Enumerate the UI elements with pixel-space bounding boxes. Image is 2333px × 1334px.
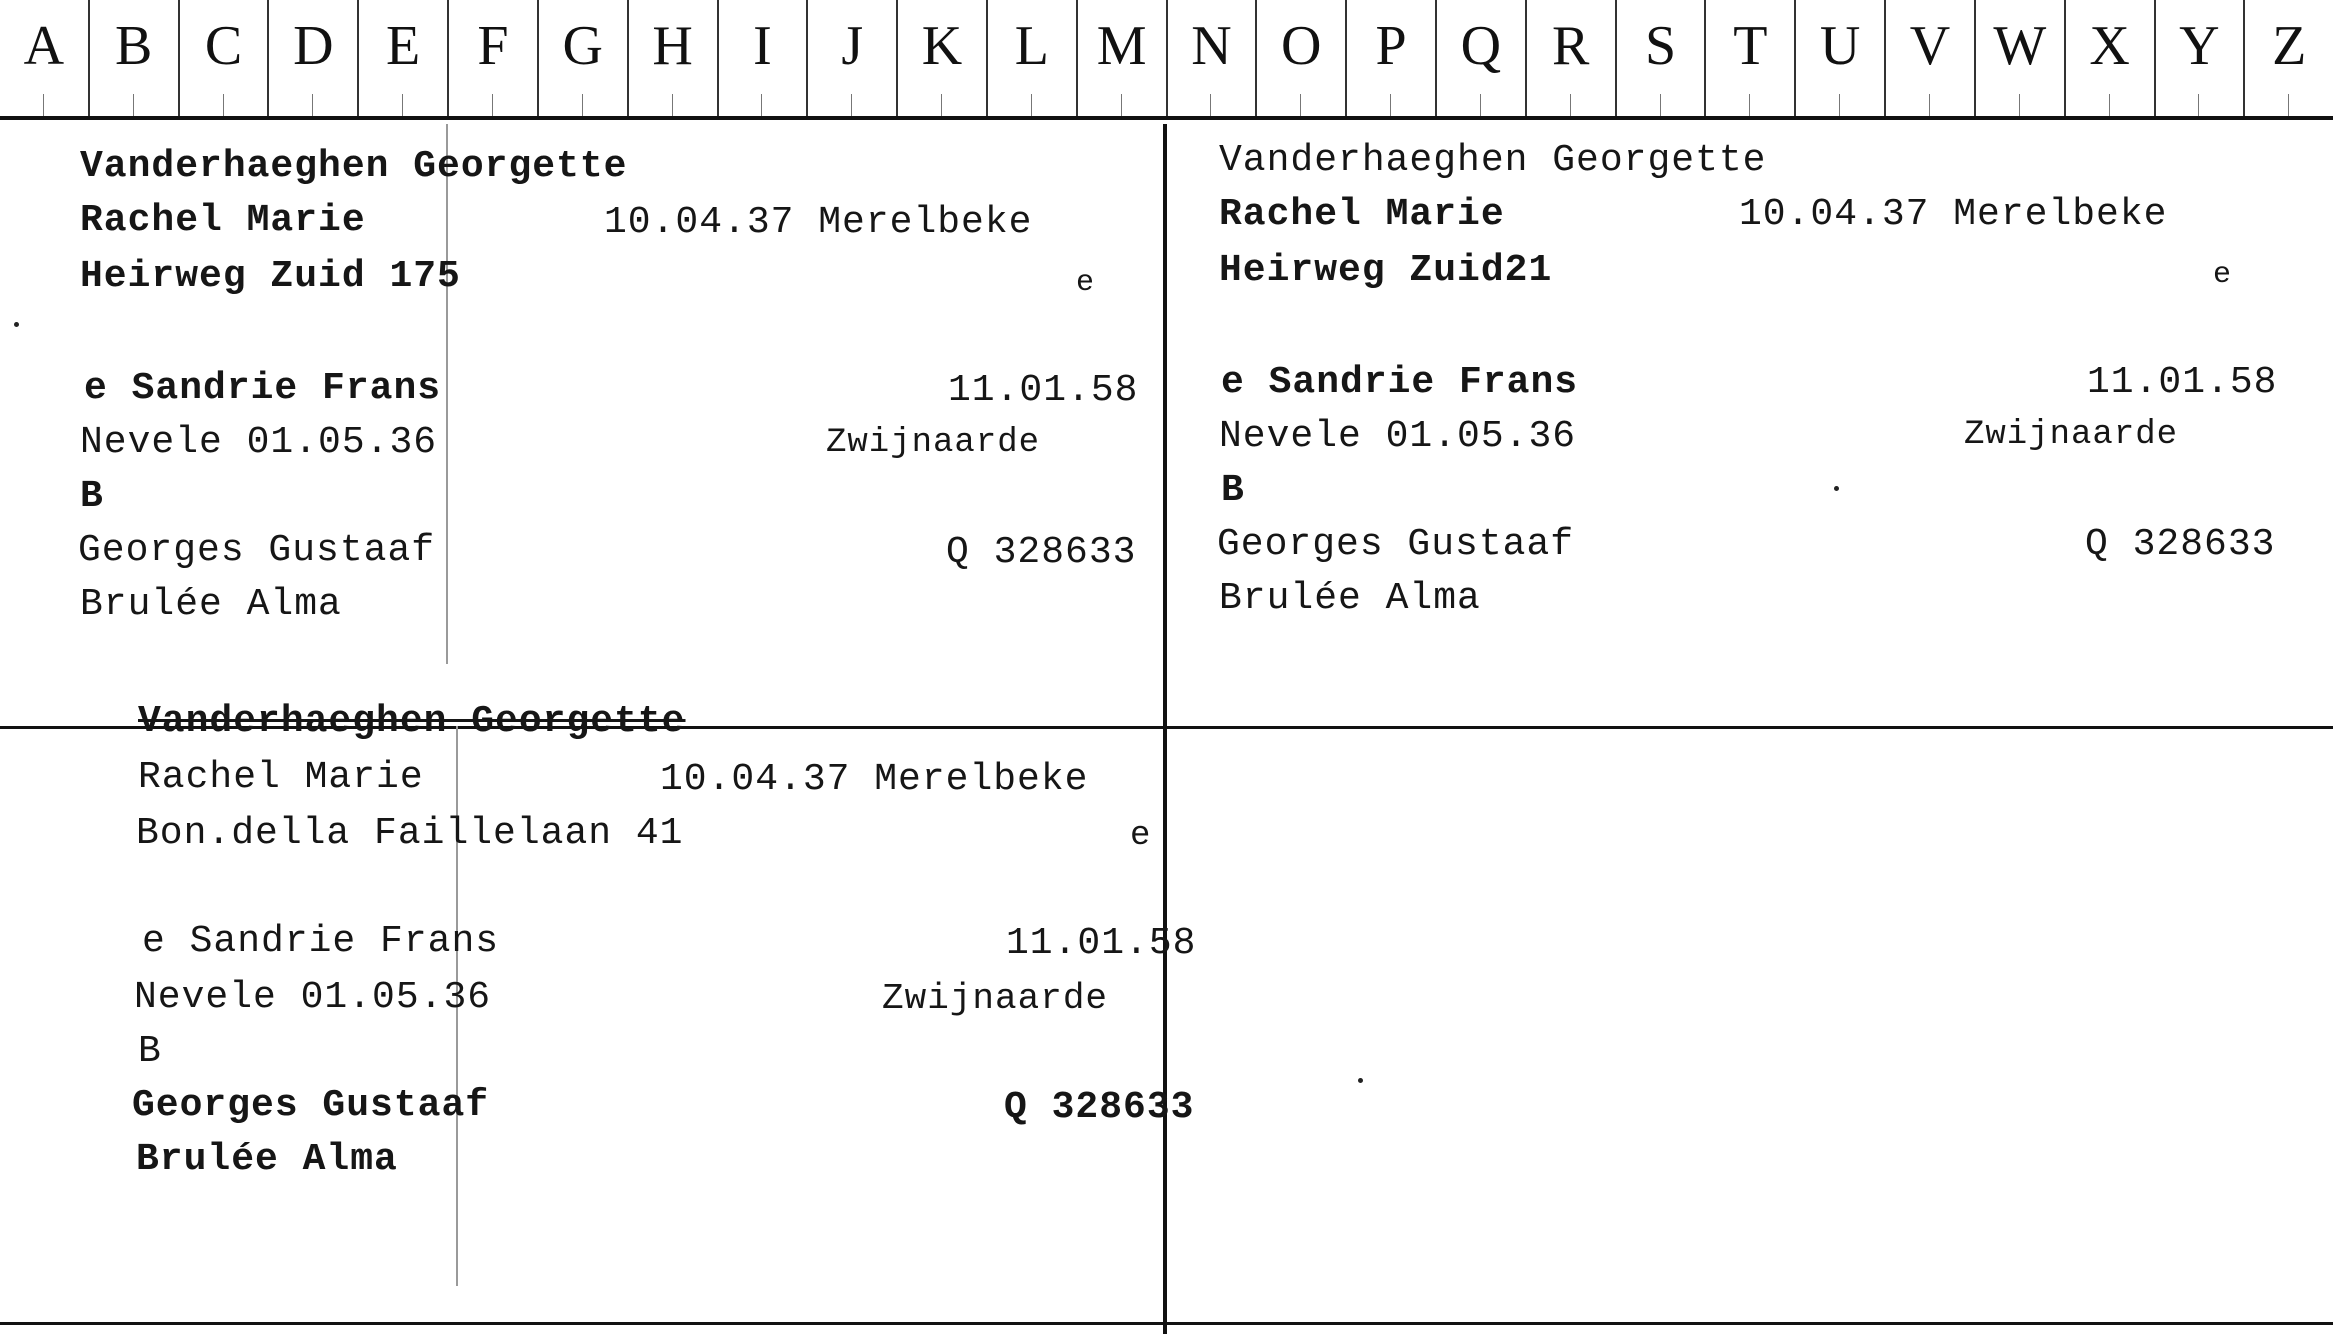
card-surname: Vanderhaeghen Georgette [80,145,628,188]
card-marker: e [1130,817,1152,855]
ruler-letter: Y [2156,0,2246,116]
card-birth: 10.04.37 Merelbeke [1739,193,2168,236]
index-card-3 [0,700,1197,1319]
ruler-letter: F [449,0,539,116]
card-father: Georges Gustaaf [1217,523,1575,566]
card-code: B [80,475,104,518]
ruler-letter: Z [2245,0,2333,116]
card-father: Georges Gustaaf [78,529,436,572]
card-spouse-birth: Nevele 01.05.36 [1219,415,1577,458]
card-given-names: Rachel Marie [138,756,424,799]
card-birth: 10.04.37 Merelbeke [604,201,1033,244]
ruler-letter: S [1617,0,1707,116]
index-card-empty [1167,729,2333,1319]
scan-speck [1358,1078,1363,1083]
card-spouse-birth: Nevele 01.05.36 [80,421,438,464]
card-birth: 10.04.37 Merelbeke [660,758,1089,801]
ruler-letter: H [629,0,719,116]
ruler-letter: I [719,0,809,116]
card-surname: Vanderhaeghen Georgette [138,700,686,743]
card-spouse: e Sandrie Frans [142,920,500,963]
card-reference: Q 328633 [2085,523,2276,566]
card-father: Georges Gustaaf [132,1084,490,1127]
ruler-letter: R [1527,0,1617,116]
card-given-names: Rachel Marie [80,199,366,242]
card-marriage-date: 11.01.58 [1006,922,1197,965]
card-surname: Vanderhaeghen Georgette [1219,139,1767,182]
card-code: B [138,1030,162,1073]
ruler-letter: N [1168,0,1258,116]
card-spouse-birth: Nevele 01.05.36 [134,976,492,1019]
ruler-letter: X [2066,0,2156,116]
ruler-letter: U [1796,0,1886,116]
card-code: B [1221,469,1245,512]
ruler-letter: P [1347,0,1437,116]
ruler-letter: V [1886,0,1976,116]
scan-speck [14,322,19,327]
card-address: Heirweg Zuid 175 [80,255,461,298]
card-address: Bon.della Faillelaan 41 [136,812,684,855]
ruler-letter: B [90,0,180,116]
card-reference: Q 328633 [946,531,1137,574]
card-marker: e [1076,266,1096,300]
card-spouse: e Sandrie Frans [1221,361,1579,404]
ruler-letter: T [1706,0,1796,116]
card-reference: Q 328633 [1004,1086,1195,1129]
card-marriage-place: Zwijnaarde [1964,416,2179,454]
ruler-letter: K [898,0,988,116]
card-given-names: Rachel Marie [1219,193,1505,236]
card-mother: Brulée Alma [80,583,342,626]
ruler-letter: G [539,0,629,116]
ruler-letter: E [359,0,449,116]
ruler-letter: O [1257,0,1347,116]
card-marker: e [2213,258,2233,292]
index-card-1 [0,124,1163,724]
card-marriage-place: Zwijnaarde [826,424,1041,462]
ruler-letter: L [988,0,1078,116]
ruler-letter: A [0,0,90,116]
index-card-2 [1167,124,2333,724]
card-marriage-place: Zwijnaarde [882,978,1109,1019]
card-address: Heirweg Zuid21 [1219,249,1553,292]
ruler-letter: W [1976,0,2066,116]
alphabet-ruler [0,0,2333,120]
card-spouse: e Sandrie Frans [84,367,442,410]
horizontal-divider-bottom [0,1322,2333,1325]
ruler-letter: D [269,0,359,116]
card-marriage-date: 11.01.58 [948,369,1139,412]
scan-speck [1834,486,1839,491]
ruler-letter: M [1078,0,1168,116]
ruler-letter: J [808,0,898,116]
ruler-letter: C [180,0,270,116]
card-marriage-date: 11.01.58 [2087,361,2278,404]
ruler-letter: Q [1437,0,1527,116]
card-mother: Brulée Alma [136,1138,398,1181]
card-mother: Brulée Alma [1219,577,1481,620]
